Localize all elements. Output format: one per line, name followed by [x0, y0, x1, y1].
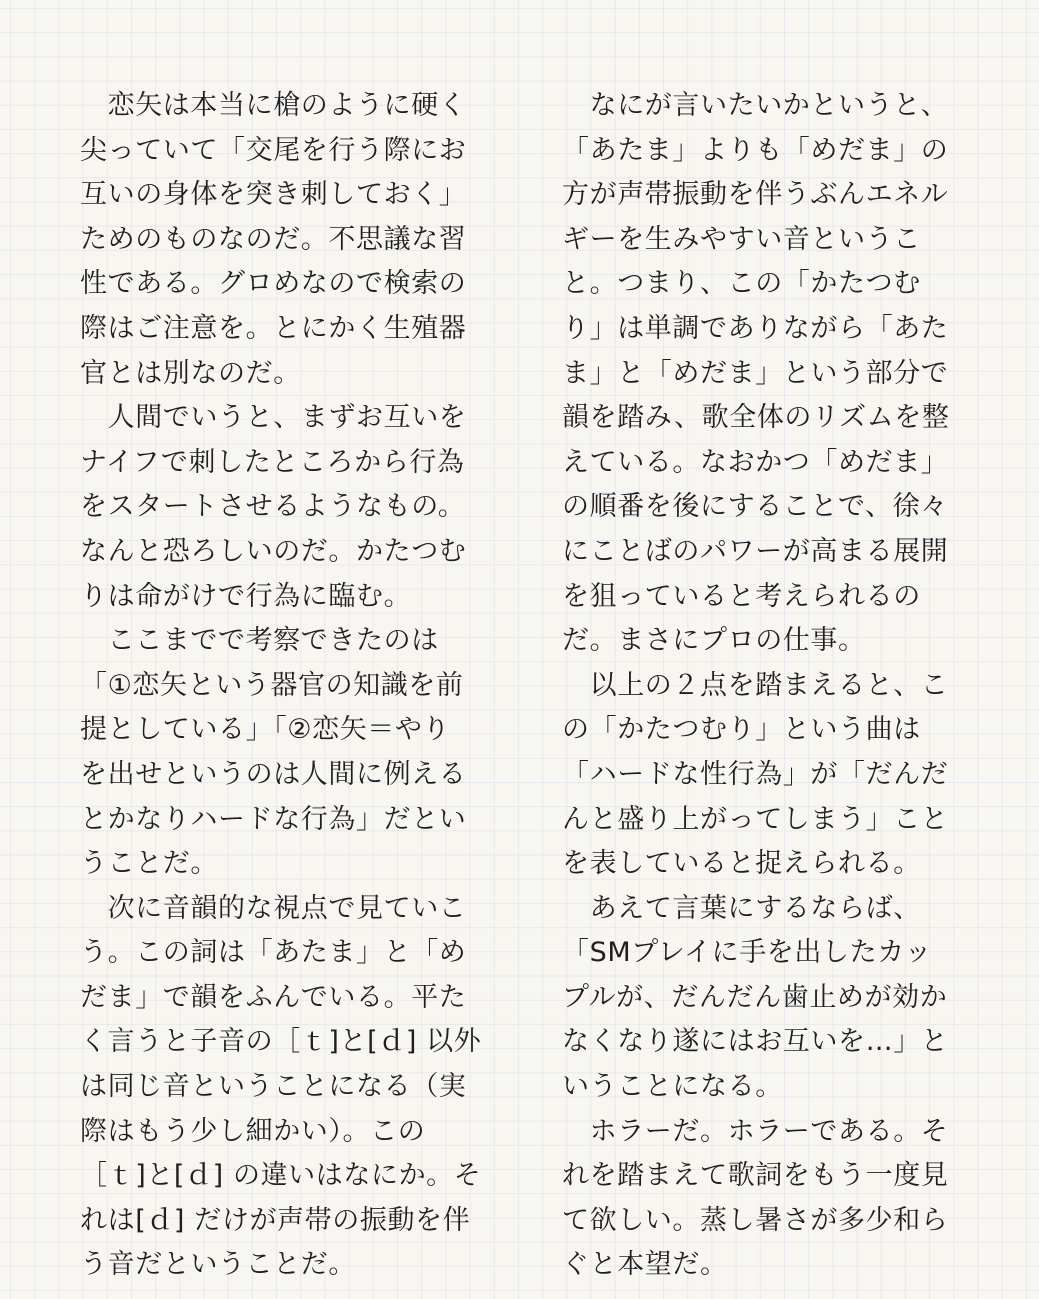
text-line: だま」で韻をふんでいる。平た [80, 981, 467, 1013]
text-line: れは[ｄ] だけが声帯の振動を伴 [80, 1204, 471, 1236]
text-line: ギーを生みやすい音というこ [562, 223, 921, 255]
text-line: りは命がけで行為に臨む。 [80, 580, 412, 612]
text-line: をスタートさせるようなもの。 [80, 491, 466, 523]
text-line: 「ハードな性行為」が「だんだ [562, 758, 949, 790]
text-line: なくなり遂にはお互いを…」と [562, 1026, 949, 1058]
text-line: えている。なおかつ「めだま」 [562, 446, 949, 478]
text-line: 人間でいうと、まずお互いを [80, 402, 467, 434]
text-line: 恋矢は本当に槍のように硬く [80, 90, 467, 121]
text-column-right [562, 84, 982, 1288]
text-line: ホラーだ。ホラーである。そ [562, 1115, 949, 1147]
text-line: ナイフで刺したところから行為 [80, 446, 465, 478]
text-line: 以上の２点を踏まえると、こ [562, 669, 949, 701]
text-line: 際はもう少し細かい）。この [80, 1115, 426, 1147]
text-line: なにが言いたいかというと、 [562, 90, 949, 121]
text-line: 提としている」「②恋矢＝やり [80, 714, 451, 746]
text-line: て欲しい。蒸し暑さが多少和ら [562, 1204, 949, 1236]
text-line: 互いの身体を突き刺しておく」 [80, 179, 467, 211]
text-line: の「かたつむり」という曲は [562, 714, 921, 746]
text-line: いうことになる。 [562, 1071, 783, 1103]
text-line: 「①恋矢という器官の知識を前 [80, 669, 464, 701]
text-line: 「SMプレイに手を出したカッ [562, 937, 933, 969]
text-line: あえて言葉にするならば、 [562, 892, 921, 924]
text-line: り」は単調でありながら「あた [562, 312, 949, 344]
text-line: ま」と「めだま」という部分で [562, 357, 949, 389]
text-line: 韻を踏み、歌全体のリズムを整 [562, 402, 950, 434]
text-line: にことばのパワーが高まる展開 [562, 535, 949, 567]
text-line: 際はご注意を。とにかく生殖器 [80, 312, 467, 344]
text-line: 官とは別なのだ。 [80, 357, 301, 389]
text-line: れを踏まえて歌詞をもう一度見 [562, 1160, 949, 1192]
text-line: なんと恐ろしいのだ。かたつむ [80, 535, 467, 567]
text-line: 尖っていて「交尾を行う際にお [80, 134, 467, 166]
text-line: プルが、だんだん歯止めが効か [562, 981, 948, 1013]
text-line: ［ｔ]と[ｄ] の違いはなにか。そ [80, 1160, 482, 1192]
text-line: と。つまり、この「かたつむ [562, 268, 921, 300]
text-line: 性である。グロめなので検索の [80, 268, 467, 300]
text-line: を表していると捉えられる。 [562, 848, 921, 880]
text-line: う音だということだ。 [80, 1249, 356, 1281]
text-line: だ。まさにプロの仕事。 [562, 625, 866, 657]
text-line: ここまでで考察できたのは [80, 625, 439, 657]
text-line: うことだ。 [80, 848, 218, 880]
text-line: の順番を後にすることで、徐々 [562, 491, 948, 523]
text-line: は同じ音ということになる（実 [80, 1071, 467, 1103]
text-line: う。この詞は「あたま」と「め [80, 937, 467, 969]
text-line: を狙っていると考えられるの [562, 580, 921, 612]
text-line: を出せというのは人間に例える [80, 758, 467, 790]
text-line: 「あたま」よりも「めだま」の [562, 134, 949, 166]
text-line: ぐと本望だ。 [562, 1249, 728, 1281]
text-line: く言うと子音の［ｔ]と[ｄ] 以外 [80, 1026, 482, 1058]
text-column-left [80, 84, 500, 1288]
text-line: ためのものなのだ。不思議な習 [80, 223, 467, 255]
text-line: 次に音韻的な視点で見ていこ [80, 892, 467, 924]
text-line: とかなりハードな行為」だとい [80, 803, 467, 835]
text-line: 方が声帯振動を伴うぶんエネル [562, 179, 949, 211]
text-line: んと盛り上がってしまう」こと [562, 803, 949, 835]
